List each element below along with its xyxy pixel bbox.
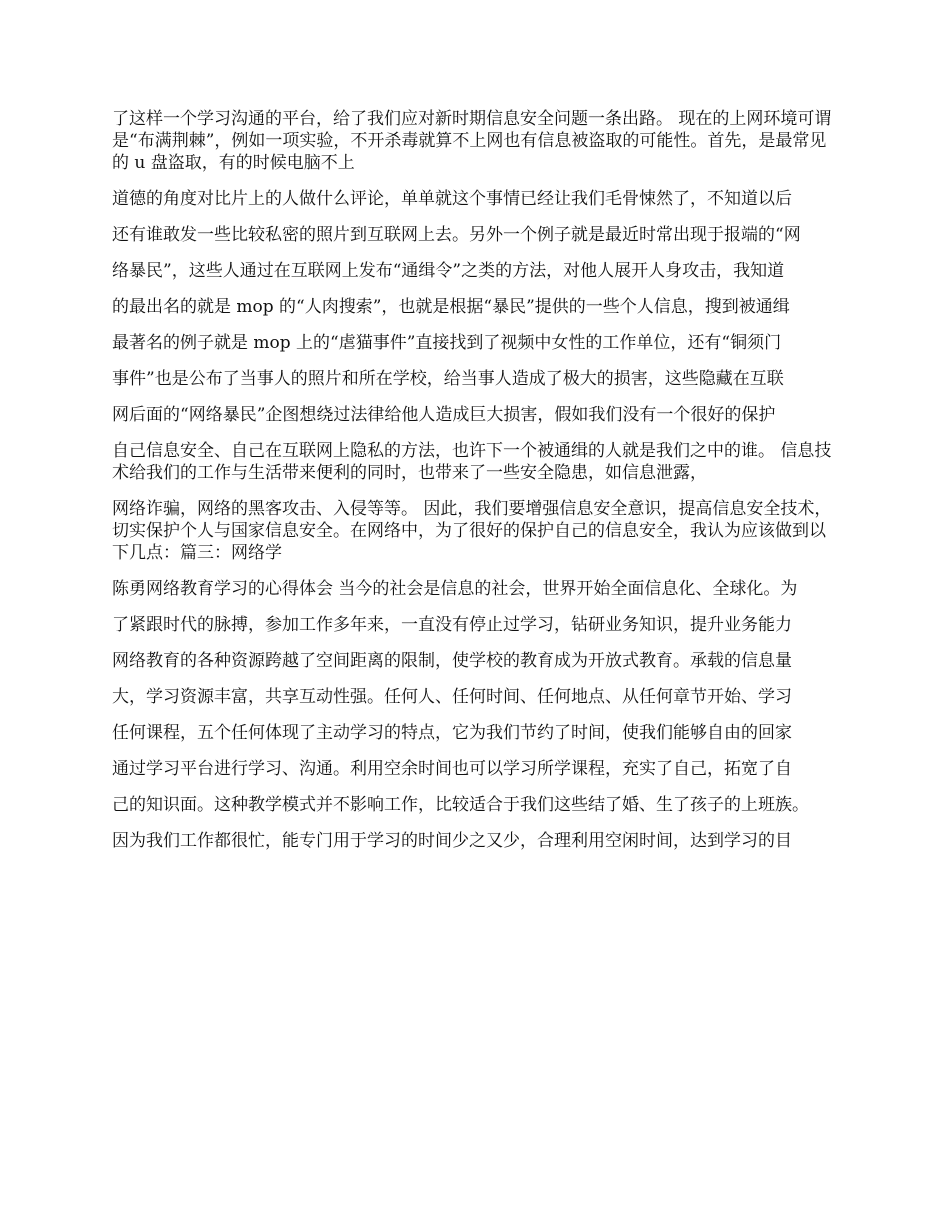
paragraph-1: 了这样一个学习沟通的平台，给了我们应对新时期信息安全问题一条出路。 现在的上网环境可谓是“布满荆棘”，例如一项实验，不开杀毒就算不上网也有信息被盗取的可能性。首先，是最常见的 u 盘盗取，有的时候电脑不上 — [112, 109, 832, 173]
paragraph-7: 事件”也是公布了当事人的照片和所在学校，给当事人造成了极大的损害，这些隐藏在互联 — [112, 369, 784, 389]
paragraph-12: 了紧跟时代的脉搏，参加工作多年来，一直没有停止过学习，钻研业务知识，提升业务能力 — [112, 615, 792, 635]
paragraph-16: 通过学习平台进行学习、沟通。利用空余时间也可以学习所学课程，充实了自己，拓宽了自 — [112, 759, 792, 779]
paragraph-17: 己的知识面。这种教学模式并不影响工作，比较适合于我们这些结了婚、生了孩子的上班族。 — [112, 795, 809, 815]
paragraph-15: 任何课程，五个任何体现了主动学习的特点，它为我们节约了时间，使我们能够自由的回家 — [112, 723, 792, 743]
paragraph-11: 陈勇网络教育学习的心得体会 当今的社会是信息的社会，世界开始全面信息化、全球化。为 — [112, 579, 798, 599]
paragraph-8: 网后面的“网络暴民”企图想绕过法律给他人造成巨大损害，假如我们没有一个很好的保护 — [112, 405, 776, 425]
paragraph-2: 道德的角度对比片上的人做什么评论，单单就这个事情已经让我们毛骨悚然了，不知道以后 — [112, 189, 792, 209]
paragraph-9: 自己信息安全、自己在互联网上隐私的方法，也许下一个被通缉的人就是我们之中的谁。 信息技术给我们的工作与生活带来便利的同时，也带来了一些安全隐患，如信息泄露， — [112, 441, 832, 483]
paragraph-14: 大，学习资源丰富，共享互动性强。任何人、任何时间、任何地点、从任何章节开始、学习 — [112, 687, 792, 707]
paragraph-10: 网络诈骗，网络的黑客攻击、入侵等等。 因此，我们要增强信息安全意识，提高信息安全技术，切实保护个人与国家信息安全。在网络中，为了很好的保护自己的信息安全，我认为应该做到以下几点：篇三：网络学 — [112, 499, 832, 563]
paragraph-13: 网络教育的各种资源跨越了空间距离的限制，使学校的教育成为开放式教育。承载的信息量 — [112, 651, 792, 671]
paragraph-5: 的最出名的就是 mop 的“人肉搜索”，也就是根据“暴民”提供的一些个人信息，搜到被通缉 — [112, 297, 790, 317]
paragraph-18: 因为我们工作都很忙，能专门用于学习的时间少之又少，合理利用空闲时间，达到学习的目 — [112, 831, 792, 851]
document-body — [112, 108, 840, 866]
paragraph-4: 络暴民”，这些人通过在互联网上发布“通缉令”之类的方法，对他人展开人身攻击，我知道 — [112, 261, 785, 281]
paragraph-6: 最著名的例子就是 mop 上的“虐猫事件”直接找到了视频中女性的工作单位，还有“铜须门 — [112, 333, 782, 353]
paragraph-3: 还有谁敢发一些比较私密的照片到互联网上去。另外一个例子就是最近时常出现于报端的“网 — [112, 225, 801, 245]
